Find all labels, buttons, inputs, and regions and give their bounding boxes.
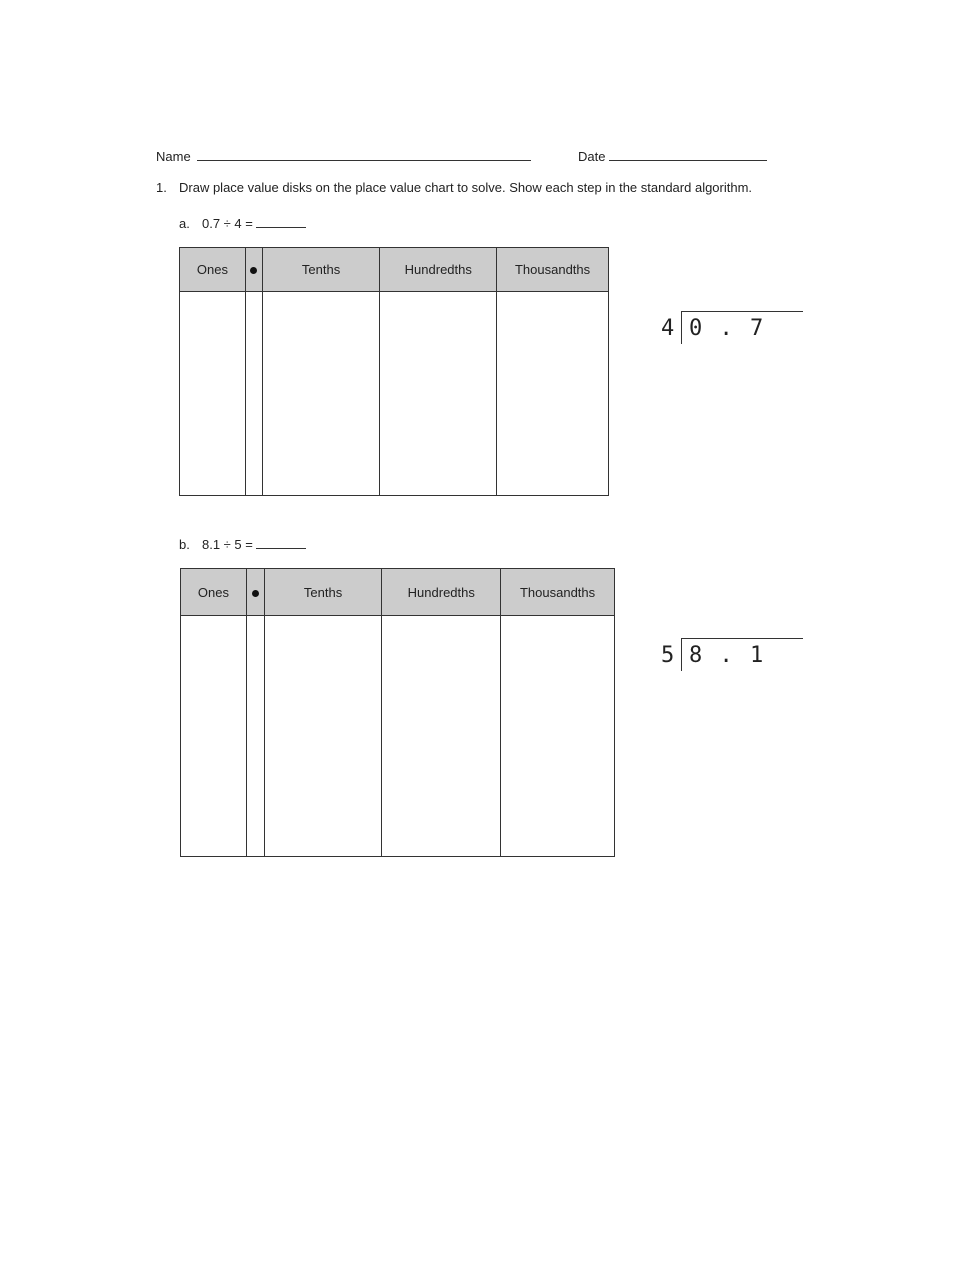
decimal-point-icon (250, 267, 257, 274)
tenths-cell[interactable] (262, 292, 380, 496)
decimal-point-header (245, 248, 262, 292)
dividend: 0 . 7 (689, 316, 766, 341)
question-1 (156, 180, 752, 195)
dividend: 8 . 1 (689, 643, 766, 668)
part-letter: a. (179, 216, 190, 231)
date-field-row (578, 146, 767, 164)
column-header-ones: Ones (181, 569, 247, 616)
divisor: 5 (661, 643, 675, 668)
column-header-thousandths: Thousandths (501, 569, 615, 616)
name-label: Name (156, 149, 191, 164)
decimal-point-icon (252, 590, 259, 597)
thousandths-cell[interactable] (501, 616, 615, 857)
column-header-hundredths: Hundredths (382, 569, 501, 616)
question-number: 1. (156, 180, 167, 195)
date-blank-line[interactable] (609, 146, 767, 161)
part-letter: b. (179, 537, 190, 552)
question-text: Draw place value disks on the place value chart to solve. Show each step in the standard algorithm. (179, 180, 753, 195)
column-header-thousandths: Thousandths (497, 248, 609, 292)
column-header-ones: Ones (180, 248, 246, 292)
divisor: 4 (661, 316, 675, 341)
part-expression: 0.7 ÷ 4 = (202, 216, 253, 231)
ones-cell[interactable] (180, 292, 246, 496)
decimal-point-cell (246, 616, 264, 857)
column-header-hundredths: Hundredths (380, 248, 497, 292)
name-field-row (156, 146, 531, 164)
column-header-tenths: Tenths (264, 569, 382, 616)
part-a-prompt (179, 215, 306, 231)
column-header-tenths: Tenths (262, 248, 380, 292)
place-value-chart-a (179, 247, 609, 496)
decimal-point-cell (245, 292, 262, 496)
place-value-chart-b (180, 568, 615, 857)
tenths-cell[interactable] (264, 616, 382, 857)
hundredths-cell[interactable] (380, 292, 497, 496)
answer-blank[interactable] (256, 215, 306, 228)
thousandths-cell[interactable] (497, 292, 609, 496)
answer-blank[interactable] (256, 536, 306, 549)
hundredths-cell[interactable] (382, 616, 501, 857)
decimal-point-header (246, 569, 264, 616)
ones-cell[interactable] (181, 616, 247, 857)
name-blank-line[interactable] (197, 146, 531, 161)
date-label: Date (578, 149, 606, 164)
part-expression: 8.1 ÷ 5 = (202, 537, 253, 552)
part-b-prompt (179, 536, 306, 552)
